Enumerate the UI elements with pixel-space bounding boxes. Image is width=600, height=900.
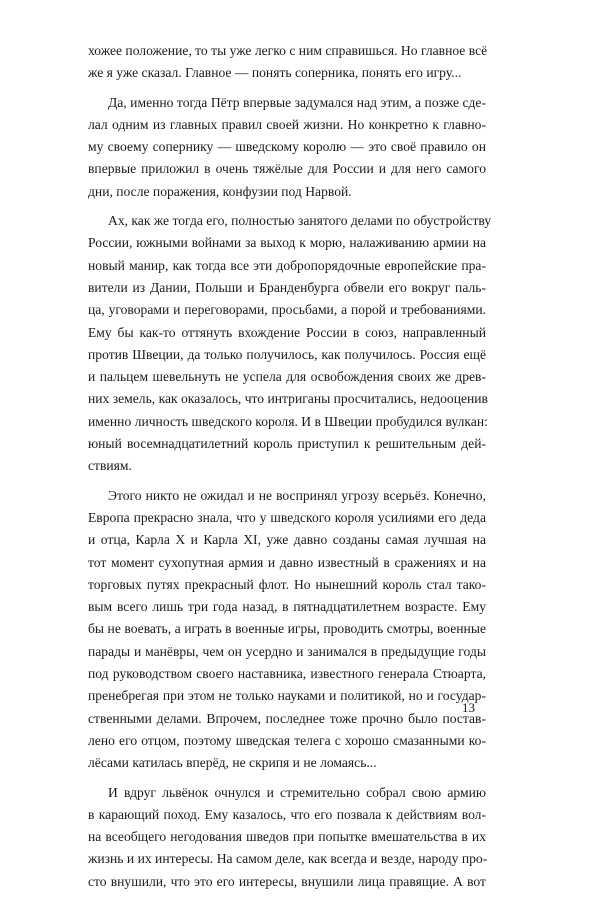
text-line: хожее положение, то ты уже легко с ним справишься. Но главное всё: [88, 43, 488, 58]
text-line: Ему бы как-то оттянуть вхождение России в союз, направленный: [88, 324, 486, 340]
text-line: на всеобщего негодования шведов при попытке вмешательства в их: [88, 829, 486, 845]
text-line: Да, именно тогда Пётр впервые задумался над этим, а позже сде-: [108, 94, 486, 110]
text-line: вым всего лишь три года назад, в пятнадцатилетнем возрасте. Ему: [88, 599, 486, 615]
text-line: сто внушили, что это его интересы, внушили лица правящие. А вот: [88, 873, 486, 889]
text-line: жизнь и их интересы. На самом деле, как всегда и везде, народу про-: [88, 851, 488, 867]
paragraph-4: [88, 485, 486, 775]
paragraph-5: [88, 782, 486, 893]
text-line: Этого никто не ожидал и не воспринял угрозу всерьёз. Конечно,: [108, 487, 486, 503]
text-line: же я уже сказал. Главное — понять соперника, понять его игру...: [88, 65, 462, 81]
paragraph-1: [88, 40, 486, 85]
text-line: бы не воевать, а играть в военные игры, проводить смотры, военные: [88, 621, 486, 637]
text-line: Европа прекрасно знала, что у шведского короля усилиями его деда: [88, 509, 486, 525]
text-line: парады и манёвры, чем он усердно и занимался в предыдущие годы: [88, 643, 486, 659]
book-page-text: [88, 40, 492, 900]
text-line: лёсами катилась вперёд, не скрипя и не ломаясь...: [88, 755, 377, 771]
text-line: и отца, Карла X и Карла XI, уже давно созданы самая лучшая на: [88, 532, 486, 548]
text-line: ственными делами. Впрочем, последнее тоже прочно было постав-: [88, 710, 486, 726]
text-line: вители из Дании, Польши и Бранденбурга обвели его вокруг паль-: [88, 279, 486, 295]
text-line: дни, после поражения, конфузии под Нарвой.: [88, 183, 352, 199]
text-line: под руководством своего наставника, известного генерала Стюарта,: [88, 666, 486, 682]
text-line: впервые приложил в очень тяжёлые для России и для него самого: [88, 161, 486, 177]
text-line: му своему сопернику — шведскому королю — это своё правило он: [88, 139, 486, 155]
text-line: ца, уговорами и переговорами, просьбами, а порой и требованиями.: [88, 302, 486, 318]
text-line: России, южными войнами за выход к морю, налаживанию армии на: [88, 235, 486, 251]
text-line: тот момент сухопутная армия и давно известный в сражениях и на: [88, 554, 486, 570]
paragraph-2: [88, 92, 486, 203]
text-line: лал одним из главных правил своей жизни. Но конкретно к главно-: [88, 116, 486, 132]
text-line: пренебрегая при этом не только науками и политикой, но и государ-: [88, 688, 486, 704]
text-line: и пальцем шевельнуть не успела для освобождения своих же древ-: [88, 369, 486, 385]
paragraph-3: [88, 210, 492, 478]
text-line: юный восемнадцатилетний король приступил к решительным дей-: [88, 436, 486, 452]
page-number: 13: [462, 700, 475, 715]
text-line: лено его отцом, поэтому шведская телега с хорошо смазанными ко-: [88, 732, 486, 748]
text-line: ствиям.: [88, 458, 132, 474]
text-line: в карающий поход. Ему казалось, что его позвала к действиям вол-: [88, 806, 486, 822]
text-line: И вдруг львёнок очнулся и стремительно собрал свою армию: [108, 784, 486, 800]
text-line: Ах, как же тогда его, полностью занятого делами по обустройству: [108, 213, 492, 229]
text-line: именно личность шведского короля. И в Швеции пробудился вулкан:: [88, 413, 488, 429]
text-line: них земель, как оказалось, что интриганы просчитались, недооценив: [88, 391, 488, 407]
text-line: против Швеции, да только получилось, как получилось. Россия ещё: [88, 346, 486, 362]
text-line: новый манир, как тогда все эти добропорядочные европейские пра-: [88, 257, 486, 273]
text-line: торговых путях прекрасный флот. Но нынешний король стал тако-: [88, 576, 486, 592]
